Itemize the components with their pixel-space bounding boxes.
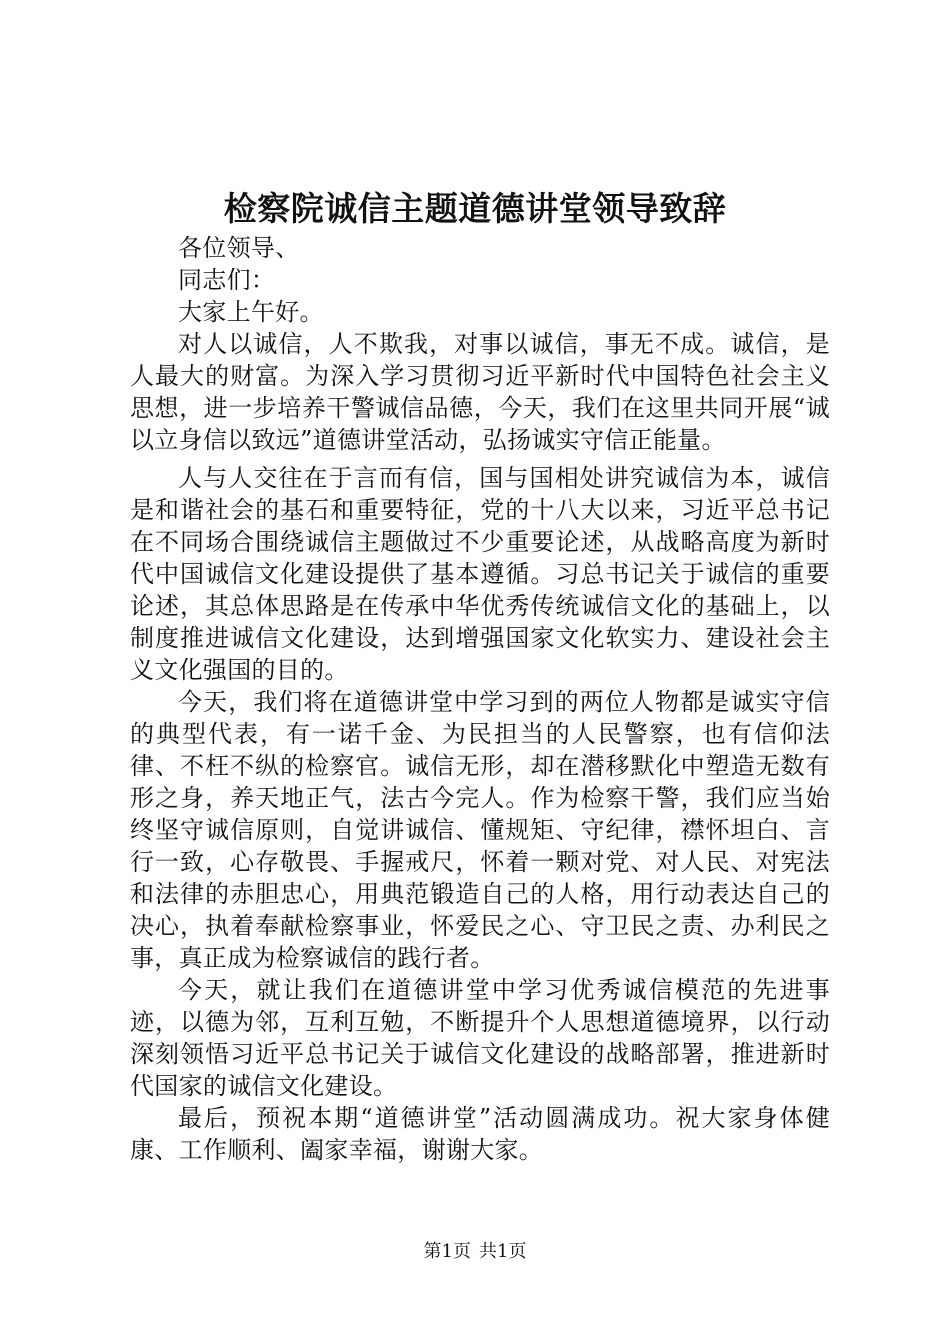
body-paragraph-intro: 对人以诚信，人不欺我，对事以诚信，事无不成。诚信，是人最大的财富。为深入学习贯彻习近平新时代中国特色社会主义思想，进一步培养干警诚信品德，今天，我们在这里共同开展“诚以立身信以致远”道德讲堂活动，弘扬诚实守信正能量。 <box>130 330 830 454</box>
body-paragraph-learning: 今天，就让我们在道德讲堂中学习优秀诚信模范的先进事迹，以德为邻，互利互勉，不断提升个人思想道德境界，以行动深刻领悟习近平总书记关于诚信文化建设的战略部署，推进新时代国家的诚信文化建设。 <box>130 976 830 1100</box>
page-total: 共1页 <box>479 1241 527 1262</box>
document-title: 检察院诚信主题道德讲堂领导致辞 <box>223 189 727 228</box>
body-paragraph-models: 今天，我们将在道德讲堂中学习到的两位人物都是诚实守信的典型代表，有一诺千金、为民担当的人民警察，也有信仰法律、不枉不纵的检察官。诚信无形，却在潜移默化中塑造无数有形之身，养天地正气，法古今完人。作为检察干警，我们应当始终坚守诚信原则，自觉讲诚信、懂规矩、守纪律，襟怀坦白、言行一致，心存敬畏、手握戒尺，怀着一颗对党、对人民、对宪法和法律的赤胆忠心，用典范锻造自己的人格，用行动表达自己的决心，执着奉献检察事业，怀爱民之心、守卫民之责、办利民之事，真正成为检察诚信的践行者。 <box>130 688 830 972</box>
body-paragraph-integrity: 人与人交往在于言而有信，国与国相处讲究诚信为本，诚信是和谐社会的基石和重要特征，党的十八大以来，习近平总书记在不同场合围绕诚信主题做过不少重要论述，从战略高度为新时代中国诚信文化建设提供了基本遵循。习总书记关于诚信的重要论述，其总体思路是在传承中华优秀传统诚信文化的基础上，以制度推进诚信文化建设，达到增强国家文化软实力、建设社会主义文化强国的目的。 <box>130 464 830 684</box>
greeting: 大家上午好。 <box>178 298 324 326</box>
salutation-leaders: 各位领导、 <box>178 234 300 262</box>
page-footer <box>0 1240 950 1264</box>
page-number: 第1页 <box>423 1241 471 1262</box>
salutation-comrades: 同志们： <box>178 266 276 294</box>
document-body <box>130 232 830 1166</box>
body-paragraph-closing: 最后，预祝本期“道德讲堂”活动圆满成功。祝大家身体健康、工作顺利、阖家幸福，谢谢大家。 <box>130 1104 830 1164</box>
